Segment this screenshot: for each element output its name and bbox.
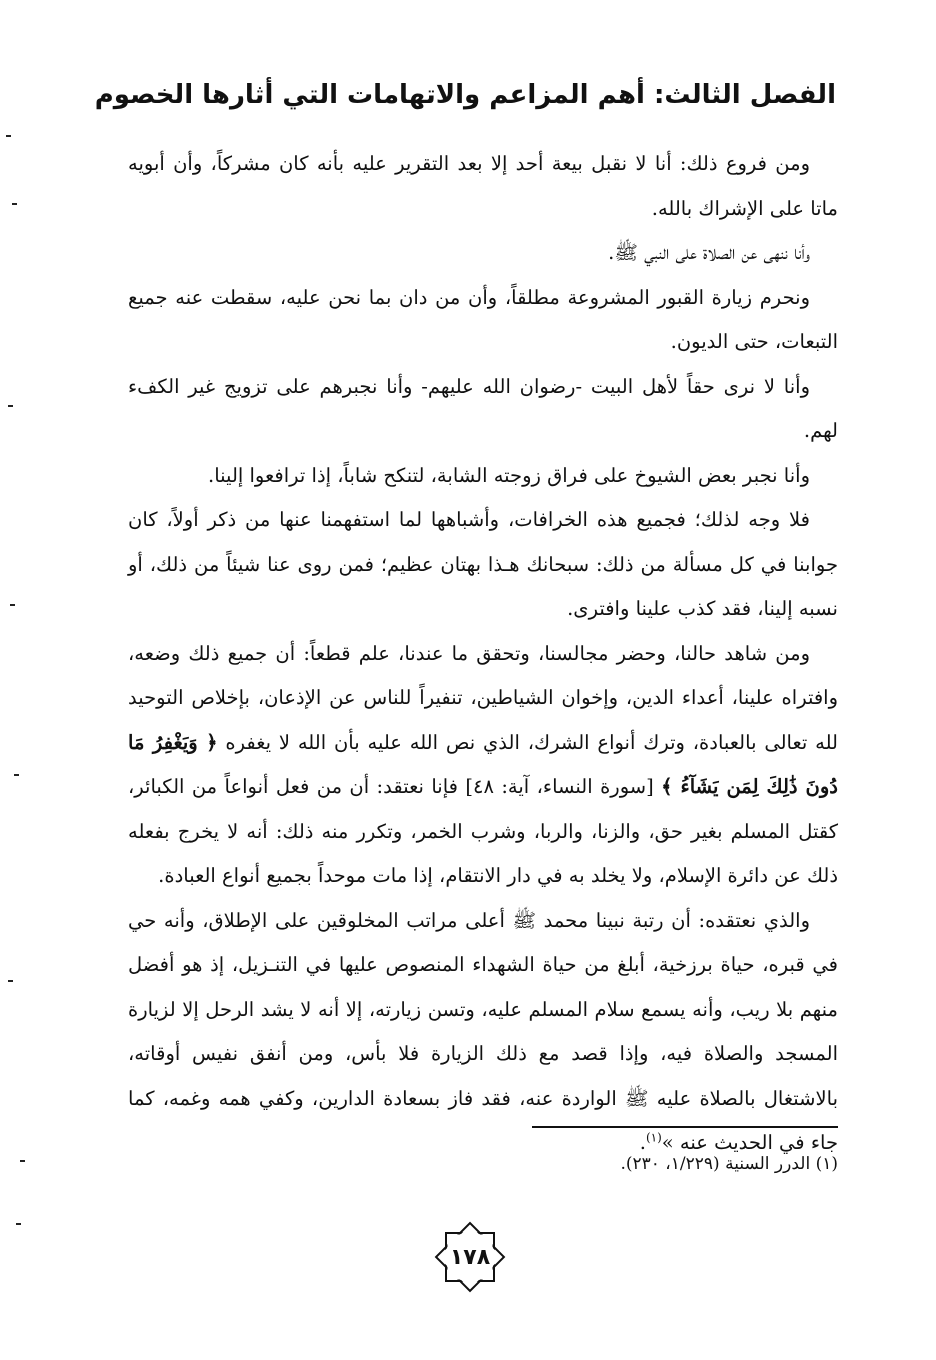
scan-mark [8, 405, 13, 407]
paragraph-text: فلا وجه لذلك؛ فجميع هذه الخرافات، وأشباهها لما استفهمنا عنها من ذكر أولاً، كان جوابنا في كل مسألة من ذلك: سبحانك هـذا بهتان عظيم؛ فمن روى عنا شيئاً من ذلك، أو نسبه إلينا، فقد كذب علينا وافترى. [128, 508, 838, 620]
chapter-header [94, 72, 836, 118]
paragraph-text: ومن شاهد حالنا، وحضر مجالسنا، وتحقق ما عندنا، علم قطعاً: أن جميع ذلك وضعه، وافتراه علينا، أعداء الدين، وإخوان الشياطين، تنفيراً للناس عن الإذعان، بإخلاص التوحيد لله تعالى بالعبادة، وترك أنواع الشرك، الذي نص الله عليه بأن الله لا يغفره [128, 641, 838, 754]
paragraph [128, 632, 838, 899]
paragraph-text: ومن فروع ذلك: أنا لا نقبل بيعة أحد إلا بعد التقرير عليه بأنه كان مشركاً، وأن أبويه ماتا على الإشراك بالله. [128, 152, 838, 220]
scan-mark [6, 135, 11, 137]
paragraph-text: [سورة النساء، آية: ٤٨] فإنا نعتقد: أن من فعل أنواعاً من الكبائر، كقتل المسلم بغير حق، والزنا، والربا، وشرب الخمر، وتكرر منه ذلك: أنه لا يخرج بفعله ذلك عن دائرة الإسلام، ولا يخلد به في دار الانتقام، إذا مات موحداً بجميع أنواع العبادة. [128, 775, 838, 887]
scan-mark [12, 203, 17, 205]
chapter-title: الفصل الثالث: أهم المزاعم والاتهامات التي أثارها الخصوم [94, 80, 836, 110]
paragraph-text: وأنا لا نرى حقاً لأهل البيت -رضوان الله عليهم- وأنا نجبرهم على تزويج غير الكفء لهم. [128, 374, 838, 442]
paragraph-text: والذي نعتقده: أن رتبة نبينا محمد ﷺ أعلى مراتب المخلوقين على الإطلاق، وأنه حي في قبره، حياة برزخية، أبلغ من حياة الشهداء المنصوص عليها في التنـزيل، إذ هو أفضل منهم بلا ريب، وأنه يسمع سلام المسلم عليه، وتسن زيارته، إلا أنه لا يشد الرحل إلا لزيارة المسجد والصلاة فيه، وإذا قصد مع ذلك الزيارة فلا بأس، ومن أنفق نفيس أوقاته، بالاشتغال بالصلاة عليه ﷺ الواردة عنه، فقد فاز بسعادة الدارين، وكفي همه وغمه، كما جاء في الحديث عنه » [128, 908, 838, 1154]
paragraph [128, 276, 838, 365]
footnote: (١) الدرر السنية (١/٢٢٩، ٢٣٠). [620, 1154, 838, 1174]
scan-mark [20, 1160, 25, 1162]
page-number: ١٧٨ [449, 1244, 491, 1270]
paragraph-text: وأنا ننهى عن الصلاة على النبي ﷺ. [608, 241, 810, 264]
footnote-marker: (١) [645, 1130, 662, 1145]
paragraph [128, 365, 838, 454]
paragraph-text: . [639, 1131, 646, 1154]
scan-mark [10, 604, 15, 606]
paragraph [128, 142, 838, 231]
scan-mark [14, 774, 19, 776]
scan-mark [16, 1223, 21, 1225]
paragraph [128, 454, 838, 499]
footnote-separator [532, 1126, 838, 1128]
page-number-badge [432, 1219, 508, 1295]
body-text [128, 142, 838, 1166]
paragraph-text: وأنا نجبر بعض الشيوخ على فراق زوجته الشابة، لتنكح شاباً، إذا ترافعوا إلينا. [208, 463, 810, 487]
paragraph-text: ونحرم زيارة القبور المشروعة مطلقاً، وأن من دان بما نحن عليه، سقطت عنه جميع التبعات، حتى الديون. [128, 285, 838, 353]
paragraph [128, 231, 838, 276]
scan-mark [8, 980, 13, 982]
quran-verse: ﴿ وَيَغْفِرُ مَا دُونَ ذَٰلِكَ لِمَن يَشَآءُ ﴾ [128, 730, 838, 798]
paragraph [128, 498, 838, 632]
